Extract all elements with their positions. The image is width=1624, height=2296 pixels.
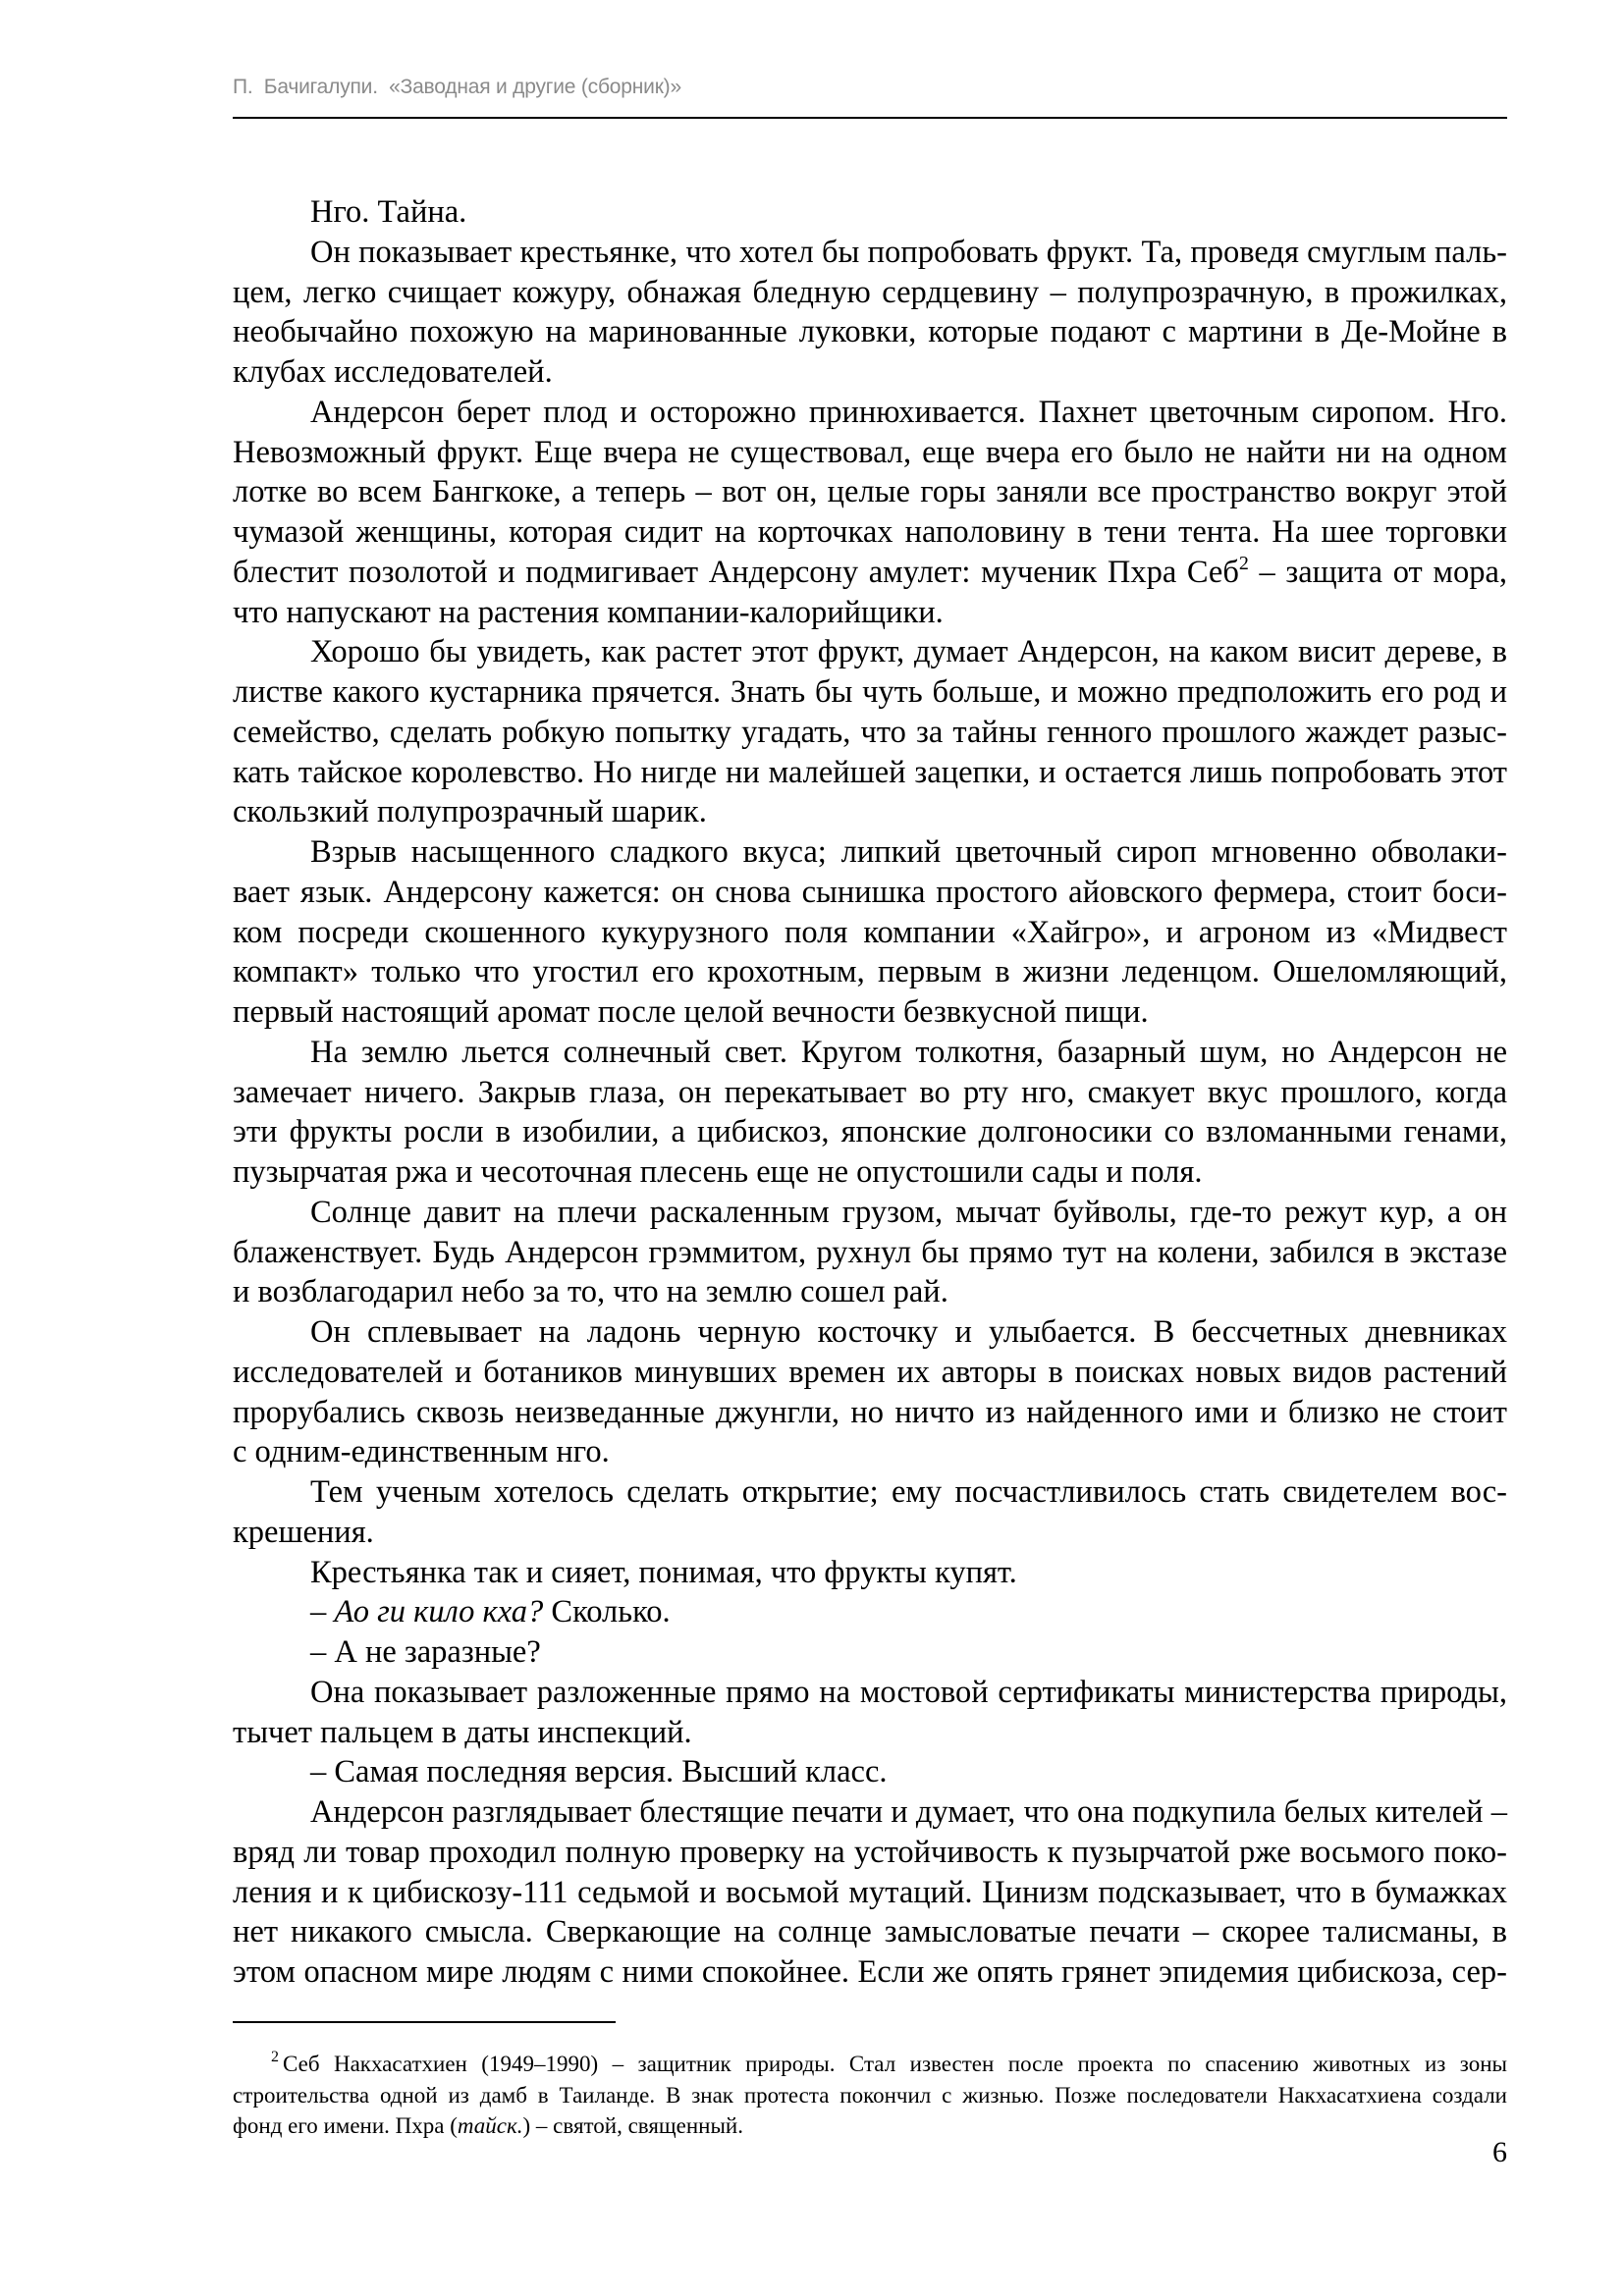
footnote-line — [233, 2110, 1507, 2142]
line-text: Нго. Тайна. — [310, 194, 467, 230]
text-line — [233, 512, 1507, 553]
body-text — [233, 192, 1507, 1993]
footnote-line — [233, 2080, 1507, 2111]
text-line — [233, 1393, 1507, 1433]
line-text: скользкий полупрозрачный шарик. — [233, 794, 707, 830]
text-line — [233, 1752, 1507, 1792]
text-line — [233, 433, 1507, 473]
footnote-marker: 2 — [271, 2049, 279, 2065]
line-text: На землю льется солнечный свет. Кругом толкотня, базарный шум, но Андерсон не — [310, 1034, 1507, 1070]
line-text: Хорошо бы увидеть, как растет этот фрукт, думает Андерсон, на каком висит дереве, в — [310, 634, 1507, 670]
text-line — [233, 952, 1507, 992]
line-text: лотке во всем Бангкоке, а теперь – вот он, целые горы заняли все пространство вокруг этой — [233, 474, 1507, 510]
text-line — [233, 1353, 1507, 1393]
line-text: этом опасном мире людям с ними спокойнее. Если же опять грянет эпидемия цибискоза, сер- — [233, 1954, 1507, 1990]
text-line — [233, 1632, 1507, 1673]
line-text: прорубались сквозь неизведанные джунгли, но ничто из найденного ими и близко не стоит — [233, 1394, 1507, 1430]
line-text: вряд ли товар проходил полную проверку на устойчивость к пузырчатой рже восьмого поко- — [233, 1834, 1507, 1870]
text-line — [233, 553, 1507, 593]
text-line — [233, 913, 1507, 953]
line-text: чумазой женщины, которая сидит на корточках наполовину в тени тента. На шее торговки — [233, 514, 1507, 550]
footnote-text-after: ) – святой, священный. — [522, 2113, 743, 2138]
line-text-after: – защита от мора, — [1248, 554, 1507, 590]
line-text: – А не заразные? — [310, 1634, 541, 1670]
line-text: нет никакого смысла. Сверкающие на солнце замысловатые печати – скорее талисманы, в — [233, 1914, 1507, 1950]
header-rule — [233, 117, 1507, 119]
line-text: вает язык. Андерсону кажется: он снова сынишка простого айовского фермера, стоит боси- — [233, 874, 1507, 910]
text-line — [233, 593, 1507, 633]
line-text: Он показывает крестьянке, что хотел бы попробовать фрукт. Та, проведя смуглым паль- — [310, 234, 1507, 270]
text-line — [233, 1792, 1507, 1833]
footnote-text: Себ Накхасатхиен (1949–1990) – защитник природы. Стал известен после проекта по спасению животных из зоны — [283, 2052, 1507, 2076]
line-text: кать тайское королевство. Но нигде ни малейшей зацепки, и остается лишь попробовать этот — [233, 754, 1507, 790]
line-text: блестит позолотой и подмигивает Андерсону амулет: мученик Пхра Себ — [233, 554, 1239, 590]
footnote-separator — [233, 2021, 616, 2023]
line-text: Взрыв насыщенного сладкого вкуса; липкий цветочный сироп мгновенно обволаки- — [310, 834, 1507, 870]
text-line — [233, 1272, 1507, 1312]
line-text: ком посреди скошенного кукурузного поля компании «Хайгро», и агроном из «Мидвест — [233, 914, 1507, 950]
text-line — [233, 192, 1507, 233]
text-line — [233, 1713, 1507, 1753]
text-line — [233, 273, 1507, 313]
line-text-after: Сколько. — [543, 1594, 671, 1630]
text-line — [233, 312, 1507, 352]
line-text: – — [310, 1594, 335, 1630]
line-text: что напускают на растения компании-калорийщики. — [233, 594, 944, 630]
text-line — [233, 1233, 1507, 1273]
line-text: Андерсон берет плод и осторожно принюхивается. Пахнет цветочным сиропом. Нго. — [310, 394, 1507, 430]
text-line — [233, 1873, 1507, 1913]
text-line — [233, 753, 1507, 793]
line-text: Он сплевывает на ладонь черную косточку и улыбается. В бессчетных дневниках — [310, 1314, 1507, 1350]
text-line — [233, 1193, 1507, 1233]
text-line — [233, 1833, 1507, 1873]
line-text: блаженствует. Будь Андерсон грэммитом, рухнул бы прямо тут на колени, забился в экстазе — [233, 1234, 1507, 1270]
line-text: Тем ученым хотелось сделать открытие; ему посчастливилось стать свидетелем вос- — [310, 1474, 1507, 1510]
line-text: Андерсон разглядывает блестящие печати и думает, что она подкупила белых кителей – — [310, 1794, 1507, 1830]
footnote-text: фонд его имени. Пхра ( — [233, 2113, 458, 2138]
footnote-text: строительства одной из дамб в Таиланде. В знак протеста покончил с жизнью. Позже последователи Накхасатхиена создали — [233, 2082, 1507, 2108]
line-text: листве какого кустарника прячется. Знать бы чуть больше, и можно предположить его род и — [233, 674, 1507, 710]
line-text: и возблагодарил небо за то, что на землю сошел рай. — [233, 1274, 948, 1310]
text-line — [233, 1073, 1507, 1113]
line-text: Невозможный фрукт. Еще вчера не существовал, еще вчера его было не найти ни на одном — [233, 434, 1507, 470]
line-text: крешения. — [233, 1514, 374, 1550]
text-line — [233, 393, 1507, 433]
page-number: 6 — [1492, 2136, 1507, 2168]
text-line — [233, 832, 1507, 873]
text-line — [233, 672, 1507, 713]
line-text: Крестьянка так и сияет, понимая, что фрукты купят. — [310, 1554, 1017, 1590]
text-line — [233, 1312, 1507, 1353]
text-line — [233, 233, 1507, 273]
line-text: клубах исследователей. — [233, 354, 553, 390]
line-text: семейство, сделать робкую попытку угадать, что за тайны генного прошлого жаждет разыс- — [233, 714, 1507, 750]
text-line — [233, 1553, 1507, 1593]
footnote-italic-abbrev: тайск. — [457, 2113, 523, 2138]
line-text: замечает ничего. Закрыв глаза, он перекатывает во рту нго, смакует вкус прошлого, когда — [233, 1074, 1507, 1110]
text-line — [233, 1952, 1507, 1993]
line-text: Она показывает разложенные прямо на мостовой сертификаты министерства природы, — [310, 1674, 1507, 1710]
text-line — [233, 873, 1507, 913]
text-line — [233, 1912, 1507, 1952]
text-line — [233, 1112, 1507, 1152]
text-line — [233, 632, 1507, 672]
line-text: первый настоящий аромат после целой вечности безвкусной пищи. — [233, 994, 1149, 1030]
footnote — [233, 2049, 1507, 2142]
line-text: необычайно похожую на маринованные луковки, которые подают с мартини в Де-Мойне в — [233, 314, 1507, 350]
text-line — [233, 792, 1507, 832]
line-text: пузырчатая ржа и чесоточная плесень еще не опустошили сады и поля. — [233, 1154, 1203, 1190]
text-line — [233, 992, 1507, 1033]
text-line — [233, 472, 1507, 512]
line-text: исследователей и ботаников минувших времен их авторы в поисках новых видов растений — [233, 1354, 1507, 1390]
line-text: – Самая последняя версия. Высший класс. — [310, 1754, 888, 1790]
text-line — [233, 352, 1507, 393]
text-line — [233, 1152, 1507, 1193]
line-text: эти фрукты росли в изобилии, а цибискоз, японские долгоносики со взломанными генами, — [233, 1114, 1507, 1150]
line-text: тычет пальцем в даты инспекций. — [233, 1714, 692, 1750]
italic-thai-phrase: Ао ги кило кха? — [334, 1594, 544, 1630]
text-line — [233, 1472, 1507, 1513]
text-line — [233, 1592, 1507, 1632]
line-text: ления и к цибискозу-111 седьмой и восьмой мутаций. Цинизм подсказывает, что в бумажках — [233, 1874, 1507, 1910]
text-line — [233, 713, 1507, 753]
line-text: компакт» только что угостил его крохотным, первым в жизни леденцом. Ошеломляющий, — [233, 954, 1507, 990]
line-text: с одним-единственным нго. — [233, 1434, 610, 1470]
text-line — [233, 1432, 1507, 1472]
text-line — [233, 1513, 1507, 1553]
line-text: Солнце давит на плечи раскаленным грузом, мычат буйволы, где-то режут кур, а он — [310, 1194, 1507, 1230]
footnote-line — [233, 2049, 1507, 2080]
text-line — [233, 1033, 1507, 1073]
text-line — [233, 1673, 1507, 1713]
line-text: цем, легко счищает кожуру, обнажая бледную сердцевину – полупрозрачную, в прожилках, — [233, 274, 1507, 310]
footnote-reference-link[interactable]: 2 — [1238, 552, 1249, 574]
running-header: П. Бачигалупи. «Заводная и другие (сборник)» — [233, 76, 681, 98]
